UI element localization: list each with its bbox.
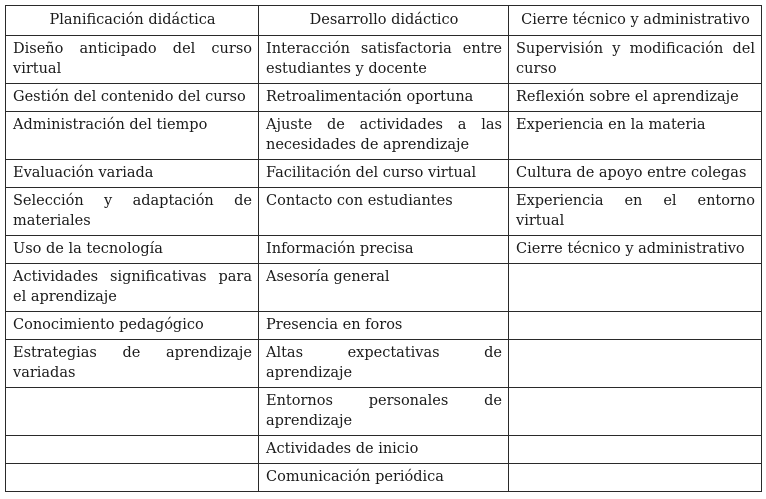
table-cell: Experiencia en la materia	[509, 112, 762, 160]
table-row	[6, 84, 762, 112]
header-row	[6, 6, 762, 36]
table-cell: Experiencia en el entorno virtual	[509, 188, 762, 236]
table-row	[6, 236, 762, 264]
table-cell	[6, 436, 259, 464]
header-cierre: Cierre técnico y administrativo	[509, 6, 762, 36]
table-cell: Comunicación periódica	[259, 464, 509, 492]
table-cell: Cultura de apoyo entre colegas	[509, 160, 762, 188]
table-cell: Ajuste de actividades a las necesidades de aprendizaje	[259, 112, 509, 160]
table-cell: Retroalimentación oportuna	[259, 84, 509, 112]
table-cell: Actividades de inicio	[259, 436, 509, 464]
table-cell	[509, 264, 762, 312]
table-cell	[509, 436, 762, 464]
table-cell: Evaluación variada	[6, 160, 259, 188]
table-cell: Contacto con estudiantes	[259, 188, 509, 236]
table-row	[6, 264, 762, 312]
table-row	[6, 36, 762, 84]
table-cell: Información precisa	[259, 236, 509, 264]
table-cell: Uso de la tecnología	[6, 236, 259, 264]
table-cell: Gestión del contenido del curso	[6, 84, 259, 112]
table-cell	[509, 312, 762, 340]
table-cell: Reflexión sobre el aprendizaje	[509, 84, 762, 112]
table-cell: Cierre técnico y administrativo	[509, 236, 762, 264]
table-cell: Interacción satisfactoria entre estudiantes y docente	[259, 36, 509, 84]
table-cell: Administración del tiempo	[6, 112, 259, 160]
table-row	[6, 160, 762, 188]
table-cell	[6, 388, 259, 436]
table-cell: Diseño anticipado del curso virtual	[6, 36, 259, 84]
table-cell: Altas expectativas de aprendizaje	[259, 340, 509, 388]
table-cell	[509, 388, 762, 436]
header-planificacion: Planificación didáctica	[6, 6, 259, 36]
table-cell	[509, 340, 762, 388]
table-row	[6, 188, 762, 236]
table-cell: Supervisión y modificación del curso	[509, 36, 762, 84]
table-cell: Entornos personales de aprendizaje	[259, 388, 509, 436]
table-row	[6, 464, 762, 492]
table-row	[6, 436, 762, 464]
table-cell: Actividades significativas para el aprendizaje	[6, 264, 259, 312]
table-row	[6, 112, 762, 160]
table-cell: Selección y adaptación de materiales	[6, 188, 259, 236]
table-cell: Estrategias de aprendizaje variadas	[6, 340, 259, 388]
table-cell	[509, 464, 762, 492]
table-cell: Conocimiento pedagógico	[6, 312, 259, 340]
table-row	[6, 340, 762, 388]
table-body	[6, 36, 762, 492]
table-header	[6, 6, 762, 36]
table-cell: Asesoría general	[259, 264, 509, 312]
table-row	[6, 388, 762, 436]
table-cell: Facilitación del curso virtual	[259, 160, 509, 188]
table-row	[6, 312, 762, 340]
didactic-stages-table	[5, 5, 762, 492]
table-cell: Presencia en foros	[259, 312, 509, 340]
header-desarrollo: Desarrollo didáctico	[259, 6, 509, 36]
table-cell	[6, 464, 259, 492]
